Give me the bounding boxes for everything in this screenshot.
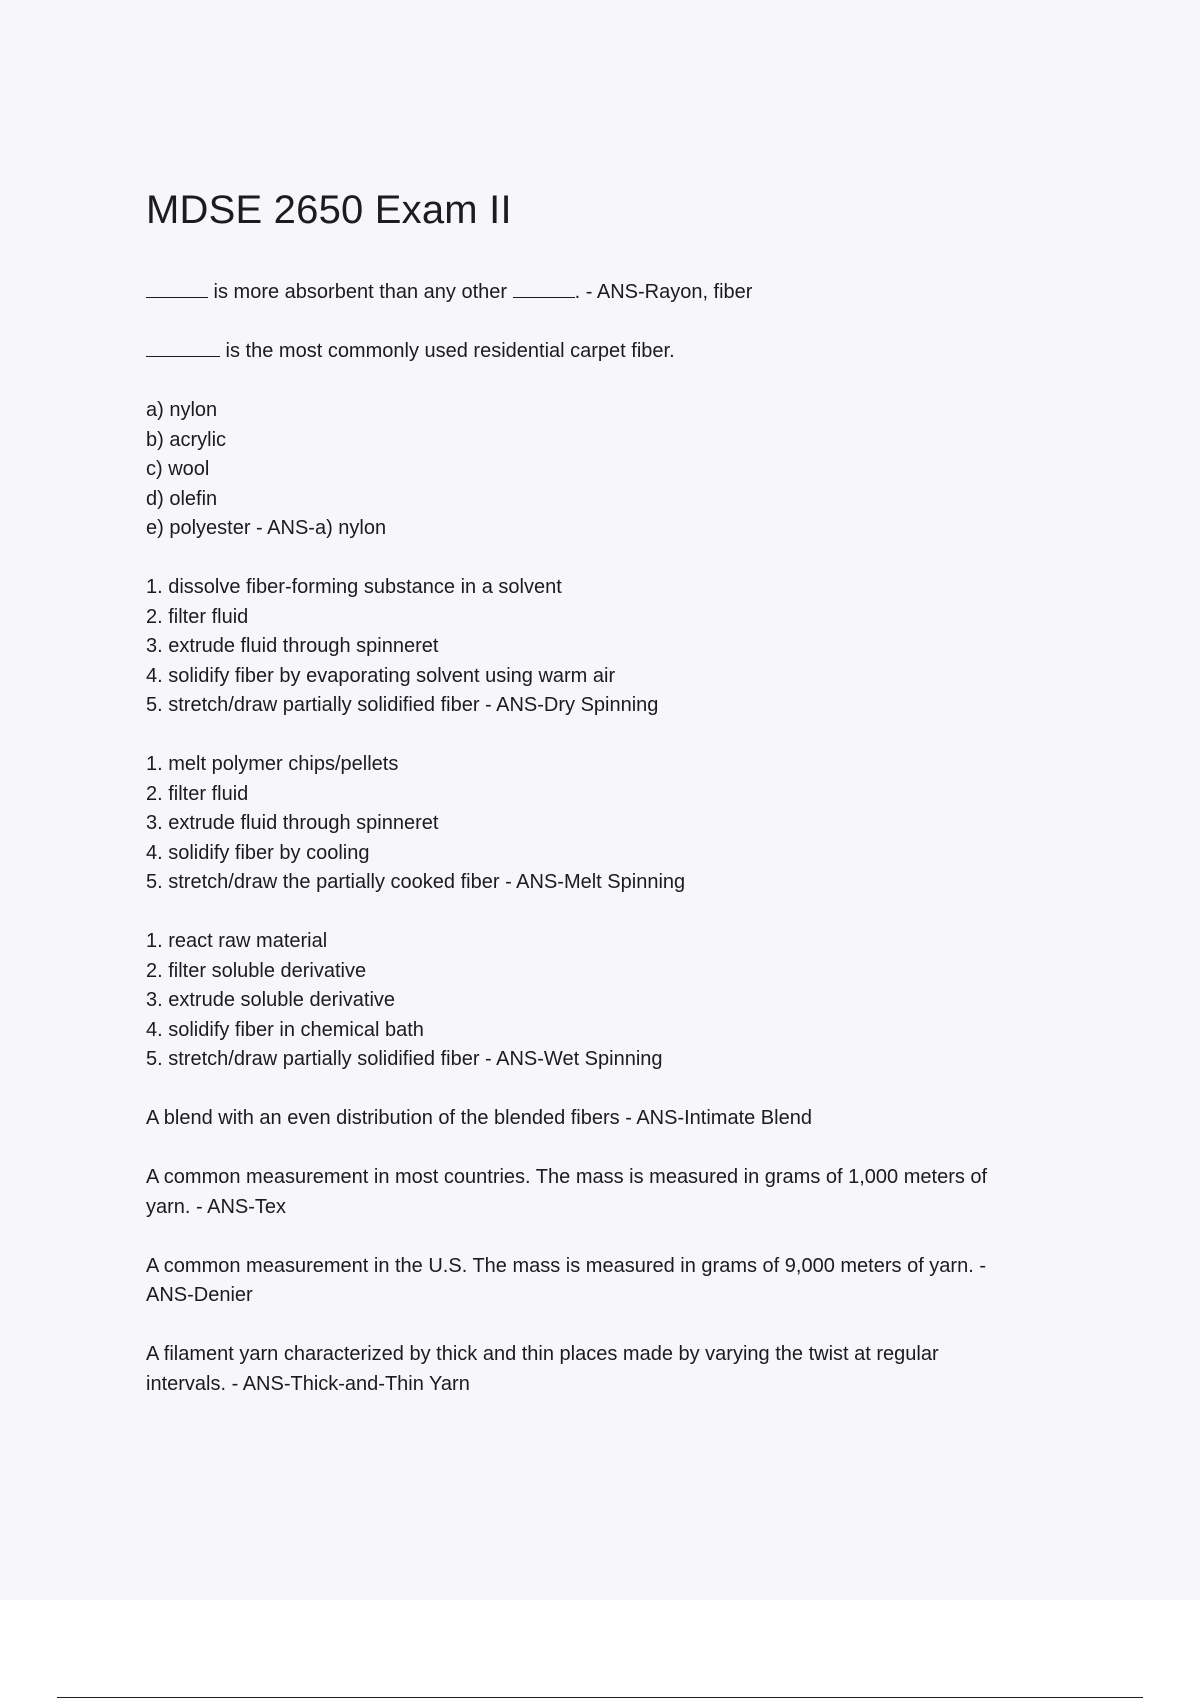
answer-option: c) wool — [146, 458, 210, 480]
document-content — [146, 186, 1096, 1429]
question-8 — [146, 1163, 1096, 1222]
step-line: 3. extrude fluid through spinneret — [146, 635, 439, 657]
question-6 — [146, 927, 1096, 1075]
answer-option: a) nylon — [146, 399, 218, 421]
question-7 — [146, 1104, 1096, 1134]
question-2 — [146, 337, 1096, 367]
answer-option: b) acrylic — [146, 428, 227, 451]
question-1-text-mid: is more absorbent than any other — [208, 281, 513, 303]
step-line: 4. solidify fiber in chemical bath — [146, 1018, 424, 1041]
footer-divider — [57, 1697, 1143, 1698]
question-10-line: A filament yarn characterized by thick and thin places made by varying the twist at regular — [146, 1343, 939, 1365]
step-line: 1. melt polymer chips/pellets — [146, 753, 399, 775]
question-8-line: A common measurement in most countries. The mass is measured in grams of 1,000 meters of — [146, 1166, 988, 1188]
step-line: 4. solidify fiber by evaporating solvent using warm air — [146, 664, 616, 687]
question-9-line: ANS-Denier — [146, 1284, 253, 1306]
step-line: 2. filter fluid — [146, 782, 249, 805]
question-10 — [146, 1340, 1096, 1399]
question-3 — [146, 396, 1096, 544]
question-9-line: A common measurement in the U.S. The mass is measured in grams of 9,000 meters of yarn. - — [146, 1254, 986, 1277]
fill-in-blank — [146, 338, 220, 357]
step-line: 4. solidify fiber by cooling — [146, 841, 370, 864]
question-8-line: yarn. - ANS-Tex — [146, 1195, 287, 1218]
question-2-text: is the most commonly used residential carpet fiber. — [220, 340, 675, 362]
document-title: MDSE 2650 Exam II — [146, 188, 512, 232]
fill-in-blank — [146, 279, 208, 298]
step-line: 5. stretch/draw partially solidified fiber - ANS-Dry Spinning — [146, 694, 659, 716]
step-line: 1. dissolve fiber-forming substance in a solvent — [146, 576, 562, 598]
step-line: 3. extrude soluble derivative — [146, 989, 396, 1011]
step-line: 1. react raw material — [146, 930, 328, 952]
question-1-line — [146, 278, 1096, 308]
fill-in-blank — [513, 279, 575, 298]
question-5 — [146, 750, 1096, 898]
question-7-line: A blend with an even distribution of the blended fibers - ANS-Intimate Blend — [146, 1107, 812, 1129]
question-10-line: intervals. - ANS-Thick-and-Thin Yarn — [146, 1372, 470, 1395]
step-line: 2. filter fluid — [146, 605, 249, 628]
step-line: 5. stretch/draw partially solidified fiber - ANS-Wet Spinning — [146, 1048, 663, 1070]
step-line: 2. filter soluble derivative — [146, 959, 367, 982]
step-line: 3. extrude fluid through spinneret — [146, 812, 439, 834]
question-4 — [146, 573, 1096, 721]
question-9 — [146, 1252, 1096, 1311]
question-1-text-end: . - ANS-Rayon, fiber — [574, 281, 753, 303]
answer-option: d) olefin — [146, 487, 218, 510]
step-line: 5. stretch/draw the partially cooked fiber - ANS-Melt Spinning — [146, 871, 686, 893]
question-1 — [146, 278, 1096, 308]
answer-option: e) polyester - ANS-a) nylon — [146, 517, 387, 539]
question-2-line — [146, 337, 1096, 367]
